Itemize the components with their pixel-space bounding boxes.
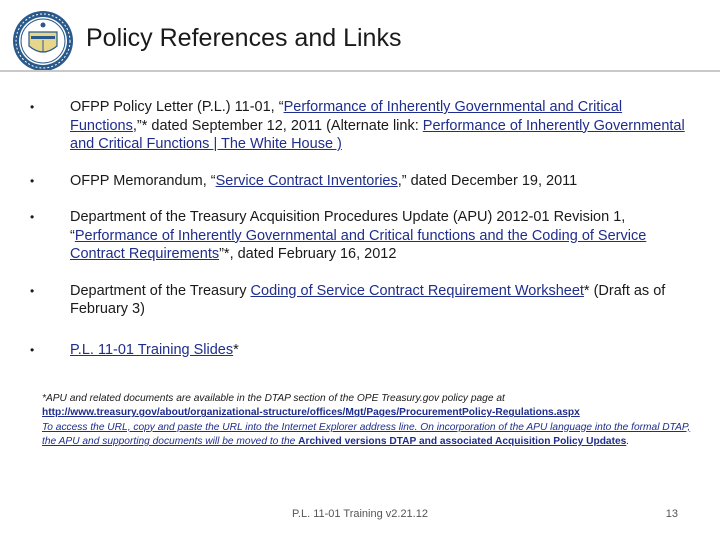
bullet-icon: • (30, 210, 35, 224)
reference-link[interactable]: Performance of Inherently Governmental and Critical Functions | The White House ) (70, 117, 685, 152)
treasury-policy-link[interactable]: http://www.treasury.gov/about/organizational-structure/offices/Mgt/Pages/ProcurementPolicy-Regulations.aspx (42, 407, 580, 419)
list-item (30, 172, 690, 191)
footnote (42, 392, 692, 449)
footnote-intro: *APU and related documents are available in the DTAP section of the OPE Treasury.gov policy page at (42, 393, 505, 404)
page-number: 13 (665, 508, 678, 520)
reference-text: Department of the Treasury Acquisition Procedures Update (APU) 2012-01 Revision 1, “ (70, 209, 626, 244)
list-item (30, 208, 690, 264)
footnote-period: . (626, 435, 630, 447)
reference-text: Department of the Treasury (70, 282, 251, 299)
title-divider (0, 70, 720, 72)
bullet-icon: • (30, 342, 35, 357)
list-item (30, 282, 690, 319)
archived-dtap-link[interactable]: Archived versions DTAP and associated Acquisition Policy Updates (298, 435, 627, 447)
reference-list (30, 98, 690, 359)
reference-link[interactable]: Service Contract Inventories (215, 172, 398, 189)
list-item (30, 341, 690, 360)
reference-text: OFPP Policy Letter (P.L.) 11-01, “ (70, 99, 284, 115)
reference-text: OFPP Memorandum, “ (70, 172, 216, 189)
reference-text: * (Draft as of February 3) (70, 282, 666, 317)
reference-text: ,”* dated September 12, 2011 (Alternate link: (132, 117, 423, 134)
footnote-instructions (42, 421, 692, 450)
reference-link[interactable]: Coding of Service Contract Requirement Worksheet (250, 282, 584, 299)
reference-link[interactable]: P.L. 11-01 Training Slides (70, 341, 234, 358)
bullet-icon: • (30, 173, 35, 188)
bullet-icon: • (30, 100, 35, 114)
treasury-seal-icon (12, 10, 74, 72)
reference-link[interactable]: Performance of Inherently Governmental and Critical functions and the Coding of Service Contract Requirements (70, 227, 647, 262)
reference-link[interactable]: Performance of Inherently Governmental and Critical Functions (70, 99, 623, 134)
footnote-instructions-text[interactable]: To access the URL, copy and paste the URL into the Internet Explorer address line. On incorporation of the APU language into the formal DTAP, the APU and supporting documents will be moved to the (42, 421, 691, 447)
list-item (30, 98, 690, 154)
reference-text: ,” dated December 19, 2011 (397, 172, 578, 189)
reference-text: ”*, dated February 16, 2012 (219, 246, 397, 262)
bullet-icon: • (30, 283, 35, 298)
footer-label: P.L. 11-01 Training v2.21.12 (292, 508, 428, 520)
page-title: Policy References and Links (86, 24, 402, 52)
reference-text: * (233, 341, 239, 358)
